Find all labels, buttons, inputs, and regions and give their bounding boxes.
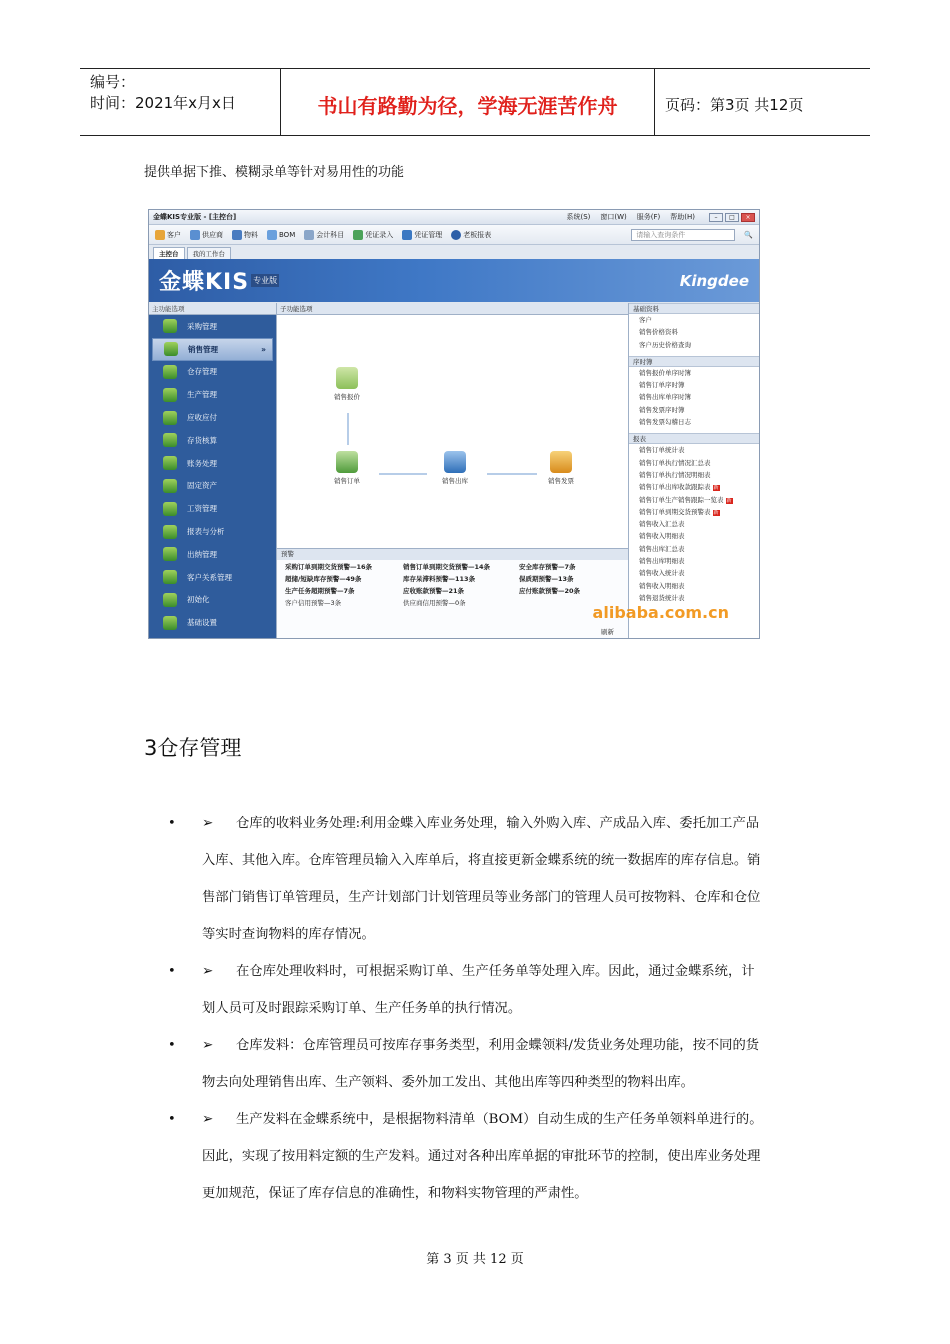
arrow-bullet-icon: ➢ xyxy=(202,1038,214,1053)
section-title: 3仓存管理 xyxy=(144,736,242,760)
tab-my-workbench[interactable]: 我的工作台 xyxy=(187,247,232,259)
warning-item[interactable]: 保质期预警—13条 xyxy=(519,575,574,583)
report-link[interactable]: 销售出库明细表 xyxy=(639,557,685,566)
link-price-data[interactable]: 销售价格资料 xyxy=(639,328,678,337)
warehouse-icon xyxy=(444,451,466,473)
reports-icon xyxy=(163,525,177,539)
warning-item[interactable]: 供应商信用预警—0条 xyxy=(403,599,466,607)
minimize-icon[interactable]: – xyxy=(709,213,723,222)
warning-item[interactable]: 生产任务超期预警—7条 xyxy=(285,587,355,595)
accounts-icon xyxy=(304,230,314,240)
quick-links-panel xyxy=(629,303,759,638)
sidebar-item-init[interactable]: 初始化 xyxy=(149,589,276,612)
warning-item[interactable]: 客户信用预警—3条 xyxy=(285,599,342,607)
tab-main-console[interactable]: 主控台 xyxy=(153,247,185,259)
kis-screenshot xyxy=(148,209,760,639)
warning-panel xyxy=(277,548,628,638)
cashier-icon xyxy=(163,547,177,561)
report-link[interactable]: 销售退货统计表 xyxy=(639,593,685,602)
fixed-assets-icon xyxy=(163,479,177,493)
window-controls xyxy=(709,213,755,222)
sidebar-item-fixed-assets[interactable]: 固定资产 xyxy=(149,475,276,498)
intro-text: 提供单据下推、模糊录单等针对易用性的功能 xyxy=(144,165,405,180)
bullet-item xyxy=(170,805,820,953)
sidebar-item-inventory[interactable]: 仓存管理 xyxy=(149,361,276,384)
sidebar-item-payroll[interactable]: 工资管理 xyxy=(149,497,276,520)
toolbar-accounts[interactable]: 会计科目 xyxy=(304,230,344,240)
section-reports: 报表 xyxy=(629,433,759,444)
sidebar-item-costing[interactable]: 存货核算 xyxy=(149,429,276,452)
material-icon xyxy=(232,230,242,240)
costing-icon xyxy=(163,433,177,447)
voucher-manage-icon xyxy=(402,230,412,240)
bullet-line: 入库、其他入库。仓库管理员输入入库单后，将直接更新金蝶系统的统一数据库的库存信息。销 xyxy=(202,853,761,868)
report-link[interactable]: 销售收入明细表 xyxy=(639,532,685,541)
bom-icon xyxy=(267,230,277,240)
sidebar-item-reports[interactable]: 报表与分析 xyxy=(149,520,276,543)
report-link[interactable]: 销售订单出库收款跟踪表 新 xyxy=(639,483,719,492)
arrow-bullet-icon: ➢ xyxy=(202,1112,214,1127)
report-link[interactable]: 销售订单执行情况明细表 xyxy=(639,470,711,479)
journal-link[interactable]: 销售出库单序时簿 xyxy=(639,393,691,402)
sidebar-item-receivables[interactable]: 应收应付 xyxy=(149,406,276,429)
search-input[interactable]: 请输入查询条件 xyxy=(631,229,735,241)
edition-badge: 专业版 xyxy=(253,276,278,285)
warning-item[interactable]: 应付账款预警—20条 xyxy=(519,587,581,595)
header-meta xyxy=(80,69,281,135)
warning-item[interactable]: 库存呆滞料预警—113条 xyxy=(403,575,476,583)
sidebar-item-production[interactable]: 生产管理 xyxy=(149,383,276,406)
section-journals: 序时簿 xyxy=(629,356,759,367)
crm-icon xyxy=(163,570,177,584)
window-titlebar xyxy=(149,210,759,225)
toolbar-material[interactable]: 物料 xyxy=(232,230,258,240)
new-badge: 新 xyxy=(713,509,719,516)
number-label: 编号： xyxy=(90,73,136,91)
refresh-button[interactable]: 刷新 xyxy=(601,628,614,636)
flow-sales-quote[interactable]: 销售报价 xyxy=(317,367,377,401)
toolbar-bom[interactable]: BOM xyxy=(267,230,295,240)
kingdee-logo: Kingdee xyxy=(679,271,749,290)
maximize-icon[interactable]: □ xyxy=(725,213,739,222)
page-header-table xyxy=(80,68,870,136)
accounting-icon xyxy=(163,456,177,470)
header-page-info: 页码：第3页 共12页 xyxy=(665,95,804,114)
window-title: 金蝶KIS专业版 - [主控台] xyxy=(153,213,237,221)
sidebar-header: 主功能选项 xyxy=(149,303,276,315)
payroll-icon xyxy=(163,502,177,516)
watermark: alibaba.com.cn xyxy=(592,603,729,622)
journal-link[interactable]: 销售发票序时簿 xyxy=(639,405,685,414)
init-icon xyxy=(163,593,177,607)
warning-item[interactable]: 应收账款预警—21条 xyxy=(403,587,465,595)
sidebar-item-accounting[interactable]: 账务处理 xyxy=(149,452,276,475)
header-motto: 书山有路勤为径，学海无涯苦作舟 xyxy=(281,69,655,135)
workspace-tabs xyxy=(149,245,759,259)
bullet-first-line: 在仓库处理收料时，可根据采购订单、生产任务单等处理入库。因此，通过金蝶系统，计 xyxy=(236,964,755,979)
section-basic-data: 基础资料 xyxy=(629,303,759,314)
sidebar-item-cashier[interactable]: 出纳管理 xyxy=(149,543,276,566)
report-link[interactable]: 销售出库汇总表 xyxy=(639,544,685,553)
close-icon[interactable]: × xyxy=(741,213,755,222)
toolbar-voucher-manage[interactable]: 凭证管理 xyxy=(402,230,442,240)
sidebar-item-settings[interactable]: 基础设置 xyxy=(149,611,276,634)
boss-report-icon xyxy=(451,230,461,240)
customer-icon xyxy=(155,230,165,240)
bullet-dot-icon: • xyxy=(168,1038,176,1053)
inventory-icon xyxy=(163,365,177,379)
main-function-sidebar xyxy=(149,303,276,638)
report-link[interactable]: 销售订单到期交货预警表 新 xyxy=(639,507,719,516)
production-icon xyxy=(163,388,177,402)
report-link[interactable]: 销售订单执行情况汇总表 xyxy=(639,458,711,467)
new-badge: 新 xyxy=(726,497,732,504)
bullet-item xyxy=(170,1027,820,1101)
flow-arrow-right-1 xyxy=(379,473,427,475)
menu-service[interactable]: 服务(F) xyxy=(636,213,661,221)
bullet-line: 因此，实现了按用料定额的生产发料。通过对各种出库单据的审批环节的控制，使出库业务处理 xyxy=(202,1149,761,1164)
new-badge: 新 xyxy=(713,485,719,492)
bullet-line: 售部门销售订单管理员，生产计划部门计划管理员等业务部门的管理人员可按物料、仓库和仓位 xyxy=(202,890,761,905)
journal-link[interactable]: 销售报价单序时簿 xyxy=(639,368,691,377)
menu-window[interactable]: 窗口(W) xyxy=(600,213,627,221)
supplier-icon xyxy=(190,230,200,240)
bullet-dot-icon: • xyxy=(168,816,176,831)
receivables-icon xyxy=(163,411,177,425)
report-link[interactable]: 销售收入明细表 xyxy=(639,581,685,590)
warning-header: 预警 xyxy=(277,549,628,560)
arrow-bullet-icon: ➢ xyxy=(202,816,214,831)
toolbar-voucher-entry[interactable]: 凭证录入 xyxy=(353,230,393,240)
flow-sales-outbound[interactable]: 销售出库 xyxy=(425,451,485,485)
bullet-line: 更加规范，保证了库存信息的准确性，和物料实物管理的严肃性。 xyxy=(202,1186,588,1201)
sales-icon xyxy=(164,342,178,356)
warning-item[interactable]: 销售订单到期交货预警—14条 xyxy=(403,563,491,571)
flow-sales-invoice[interactable]: 销售发票 xyxy=(531,451,591,485)
date-line: 时间：2021年x月x日 xyxy=(90,94,236,112)
bullet-first-line: 生产发料在金蝶系统中，是根据物料清单（BOM）自动生成的生产任务单领料单进行的。 xyxy=(236,1112,763,1127)
main-toolbar xyxy=(149,225,759,245)
bullet-dot-icon: • xyxy=(168,964,176,979)
sidebar-item-crm[interactable]: 客户关系管理 xyxy=(149,566,276,589)
voucher-entry-icon xyxy=(353,230,363,240)
bullet-list xyxy=(170,805,820,1212)
brand-banner xyxy=(149,259,759,302)
menu-system[interactable]: 系统(S) xyxy=(566,213,591,221)
sidebar-item-sales[interactable]: 销售管理 » xyxy=(152,338,273,361)
bullet-item xyxy=(170,953,820,1027)
report-link[interactable]: 销售订单统计表 xyxy=(639,446,685,455)
toolbar-customer[interactable]: 客户 xyxy=(155,230,181,240)
flow-arrow-right-2 xyxy=(487,473,537,475)
order-icon xyxy=(336,451,358,473)
quote-icon xyxy=(336,367,358,389)
bullet-line: 物去向处理销售出库、生产领料、委外加工发出、其他出库等四种类型的物料出库。 xyxy=(202,1075,694,1090)
arrow-bullet-icon: ➢ xyxy=(202,964,214,979)
sub-function-panel xyxy=(276,303,629,638)
report-link[interactable]: 销售收入汇总表 xyxy=(639,520,685,529)
chevron-right-icon: » xyxy=(261,344,266,354)
warning-item[interactable]: 采购订单到期交货预警—16条 xyxy=(285,563,373,571)
warning-item[interactable]: 安全库存预警—7条 xyxy=(519,563,576,571)
toolbar-boss-report[interactable]: 老板报表 xyxy=(451,230,491,240)
journal-link[interactable]: 销售订单序时簿 xyxy=(639,381,685,390)
toolbar-supplier[interactable]: 供应商 xyxy=(190,230,223,240)
bullet-item xyxy=(170,1101,820,1212)
warning-item[interactable]: 超储/短缺库存预警—49条 xyxy=(285,575,362,583)
window-menu xyxy=(566,212,695,222)
purchase-icon xyxy=(163,319,177,333)
invoice-icon xyxy=(550,451,572,473)
bullet-line: 划人员可及时跟踪采购订单、生产任务单的执行情况。 xyxy=(202,1001,522,1016)
search-icon[interactable]: 🔍 xyxy=(744,230,753,239)
menu-help[interactable]: 帮助(H) xyxy=(670,213,695,221)
warning-grid xyxy=(277,560,628,609)
console-body xyxy=(149,303,759,638)
flow-sales-order[interactable]: 销售订单 xyxy=(317,451,377,485)
bullet-first-line: 仓库的收料业务处理:利用金蝶入库业务处理，输入外购入库、产成品入库、委托加工产品 xyxy=(236,816,760,831)
bullet-line: 等实时查询物料的库存情况。 xyxy=(202,927,375,942)
flow-arrow-down xyxy=(347,413,349,445)
brand-logo: 金蝶KIS xyxy=(159,270,250,295)
sidebar-item-purchase[interactable]: 采购管理 xyxy=(149,315,276,338)
report-link[interactable]: 销售收入统计表 xyxy=(639,569,685,578)
journal-link[interactable]: 销售发票勾稽日志 xyxy=(639,418,691,427)
link-price-history[interactable]: 客户历史价格查询 xyxy=(639,340,691,349)
link-customer[interactable]: 客户 xyxy=(639,316,652,324)
sub-function-header: 子功能选项 xyxy=(277,303,628,315)
page-footer: 第 3 页 共 12 页 xyxy=(426,1252,524,1267)
report-link[interactable]: 销售订单生产销售跟踪一览表 新 xyxy=(639,495,732,504)
settings-icon xyxy=(163,616,177,630)
bullet-first-line: 仓库发料：仓库管理员可按库存事务类型，利用金蝶领料/发货业务处理功能，按不同的货 xyxy=(236,1038,760,1053)
bullet-dot-icon: • xyxy=(168,1112,176,1127)
